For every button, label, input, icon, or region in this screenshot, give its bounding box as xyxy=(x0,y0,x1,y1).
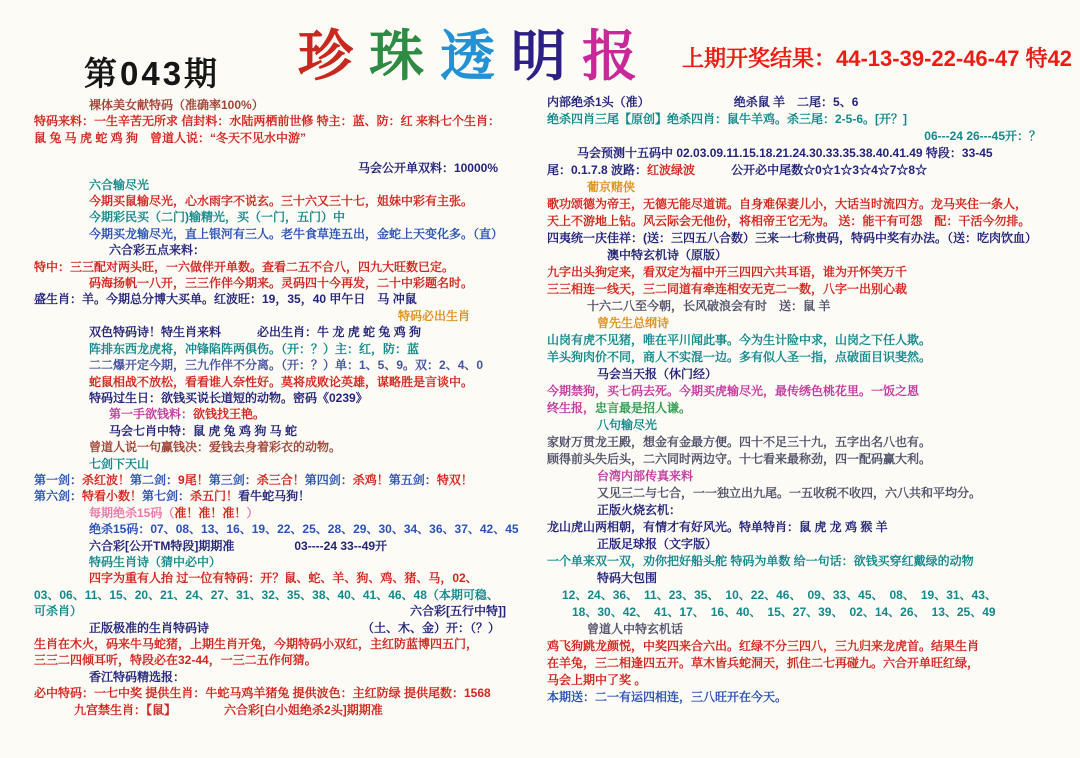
text-segment: 特码大包围 xyxy=(597,571,658,585)
text-line xyxy=(34,554,506,570)
text-segment: 鸡飞狗跳龙颜悦，中奖四来合六出。红绿不分三四八，三九归来龙虎首。结果生肖 xyxy=(547,639,980,653)
text-line xyxy=(547,145,1053,162)
text-line xyxy=(34,570,506,586)
text-line xyxy=(34,242,506,258)
text-segment: 四字为重有人抬 过一位有特码：开？鼠、蛇、羊、狗、鸡、猪、马，02、 xyxy=(89,571,478,586)
text-segment: 特双！ xyxy=(436,472,473,487)
text-line xyxy=(547,655,1053,672)
text-line xyxy=(547,468,1053,485)
text-line xyxy=(34,521,519,537)
text-segment: 报 xyxy=(582,26,638,87)
text-segment: 六合彩[五行中特]] xyxy=(410,604,506,619)
text-segment: 第五剑： xyxy=(388,472,437,487)
text-segment: 今期彩民买（二门)输精光，买（一门，五门）中 xyxy=(89,210,345,225)
text-segment: 天上不游地上钻。风云际会无他份，将相帝王它无为。 送：能干有可怨 配：干活今勿排。 xyxy=(547,214,1031,228)
text-segment: 顾得前头失后头，二六同时两边守。十七看来最称劲，四一配码赢大利。 xyxy=(547,452,932,466)
text-segment: 马会七肖中特：鼠 虎 兔 鸡 狗 马 蛇 xyxy=(109,423,298,438)
text-segment: 欲钱找王艳。 xyxy=(193,407,266,422)
text-segment: 九宫禁生肖：【鼠】 xyxy=(74,702,177,717)
text-segment: 可杀肖） xyxy=(34,604,83,619)
report-title xyxy=(290,22,645,92)
text-line xyxy=(547,689,1053,706)
text-segment xyxy=(234,538,294,554)
text-segment: 二二爆开定今期，三九作伴不分离。（开：？）单：1、5、9。双：2、4、0 xyxy=(89,358,484,373)
text-line xyxy=(547,162,1053,179)
text-line xyxy=(547,451,1053,468)
text-segment: 特码来料：一生辛苦无所求 信封料：水陆两栖前世修 特主：蓝、防：红 来料七个生肖： xyxy=(34,114,501,129)
text-segment: 八句输尽光 xyxy=(597,418,658,432)
text-segment: 蛇鼠相战不放松，看看谁人奈性好。莫将成败论英雄，谋略胜是言谈中。 xyxy=(89,374,474,389)
text-segment xyxy=(650,94,734,111)
text-segment: 第三剑： xyxy=(208,472,257,487)
text-segment: 生肖在木火，码来牛马蛇猪，上期生肖开兔，今期特码小双红，主红防蓝博四五门， xyxy=(34,637,479,651)
text-segment: 山岗有虎不见猪，唯在平川闻此事。今为生计险中求，山岗之下任人欺。 xyxy=(547,333,932,347)
text-segment: 阵排东西龙虎将，冲锋陷阵两俱伤。（开：？）主：红，防：蓝 xyxy=(89,341,420,356)
text-line xyxy=(34,620,506,636)
text-line xyxy=(547,213,1053,230)
text-segment: 杀鸡！ xyxy=(352,472,389,487)
text-segment: 绝杀鼠 羊 二尾：5、6 xyxy=(733,95,859,109)
text-line xyxy=(547,400,1053,417)
text-segment: 葡京赌侠 xyxy=(587,180,636,194)
text-line xyxy=(547,111,1053,128)
text-segment: 透 xyxy=(440,26,496,87)
text-segment: 必出生肖：牛 龙 虎 蛇 兔 鸡 狗 xyxy=(257,325,422,340)
text-segment: 9尾！ xyxy=(178,472,209,487)
text-line xyxy=(34,291,506,307)
text-segment: 马会公开单双料：10000% xyxy=(357,161,498,176)
text-line xyxy=(547,638,1053,655)
text-segment: 今期买龙输尽光，直上银河有三人。老牛食草连五出，金蛇上天变化多。（直） xyxy=(89,226,504,241)
text-line xyxy=(34,226,506,242)
text-segment: 台湾内部传真来料 xyxy=(597,469,694,483)
text-segment: 九字出头狗定来，看双定为福中开三四四六共耳语，谁为开怀笑万千 xyxy=(547,265,908,279)
text-segment: 家财万贯龙王殿，想金有金最方便。四十不足三十九，五字出名八也有。 xyxy=(547,435,932,449)
text-segment: 特码过生日：欲钱买说长道短的动物。密码《0239》 xyxy=(89,390,368,405)
text-segment: 马会预测十五码中 02.03.09.11.15.18.21.24.30.33.35.38.40.41.49 特段：33-45 xyxy=(577,146,993,160)
text-segment: 正版火烧玄机： xyxy=(597,503,682,517)
text-line xyxy=(34,439,506,455)
text-line xyxy=(34,685,506,701)
text-segment: 裸体美女献特码（准确率100%） xyxy=(89,98,264,112)
text-line xyxy=(34,423,506,439)
text-segment: 尾：0.1.7.8 波路： xyxy=(547,163,648,177)
text-line xyxy=(34,160,506,176)
text-segment: 18、30、42、 41、17、 16、40、 15、27、39、 02、14、26、 13、25、49 xyxy=(572,605,996,619)
text-segment: 曾道人中特玄机话 xyxy=(587,622,684,636)
text-segment: 七剑下天山 xyxy=(89,456,150,471)
text-line xyxy=(547,264,1053,281)
text-line xyxy=(34,456,506,472)
text-segment: 内部绝杀1头（准） xyxy=(547,95,650,109)
right-column xyxy=(547,94,1053,706)
text-segment: 一个单来双一双，劝你把好船头舵 特码为单数 给一句话：欲钱买穿红戴绿的动物 xyxy=(547,554,974,568)
text-segment: 红波绿波 xyxy=(647,163,696,177)
issue-number: 第043期 xyxy=(84,55,221,92)
text-line xyxy=(547,434,1053,451)
text-segment: 三三相连一线天，三二同道有牵连相安无克二一数，八字一出别心裁 xyxy=(547,282,908,296)
text-segment: 第一剑： xyxy=(34,472,83,487)
text-segment: 码海扬帆一八开，三三作伴今期来。灵码四十今再发，二十中彩题名时。 xyxy=(89,276,474,291)
text-segment: 绝杀15码：07、08、13、16、19、22、25、28、29、30、34、36、37、42、45 xyxy=(89,522,519,537)
text-line xyxy=(34,341,506,357)
text-segment: 六合彩[公开TM特段]期期准 xyxy=(89,538,235,553)
text-line xyxy=(34,652,506,668)
text-line xyxy=(34,308,506,324)
text-line xyxy=(547,281,1053,298)
text-line xyxy=(34,472,506,488)
text-segment: 在羊兔，三二相逢四五开。草木皆兵蛇洞天，抓住二七再碰九。六合开单旺红绿， xyxy=(547,656,980,670)
text-line xyxy=(547,315,1053,332)
text-segment: 今期买鼠输尽光，心水雨字不说玄。三十六又三十七，姐妹中彩有主张。 xyxy=(89,194,474,209)
text-segment: 特码生肖诗（猜中必中） xyxy=(89,554,222,569)
text-segment: 准！准！准！ xyxy=(174,505,247,520)
text-line xyxy=(34,130,506,146)
text-line xyxy=(547,536,1053,553)
text-segment: 第四剑： xyxy=(304,472,353,487)
text-segment: 每期绝杀15码（ xyxy=(89,505,175,520)
text-line xyxy=(34,275,506,291)
last-draw-result: 上期开奖结果：44-13-39-22-46-47 特42 xyxy=(682,46,1073,71)
text-segment: 忠言最是招人谦。 xyxy=(595,401,692,415)
text-line xyxy=(34,390,506,406)
text-line xyxy=(34,488,506,504)
text-line xyxy=(547,196,1053,213)
text-line xyxy=(547,247,1053,264)
text-segment: 03、06、11、15、20、21、24、27、31、32、35、38、40、41、46、48（本期可稳、 xyxy=(34,587,499,602)
text-segment: 鼠 兔 马 虎 蛇 鸡 狗 曾道人说：“冬天不见水中游” xyxy=(34,130,307,145)
text-line xyxy=(547,570,1053,587)
text-segment: 曾道人说一句赢钱决：爱钱去身着彩衣的动物。 xyxy=(89,440,342,455)
text-line xyxy=(547,672,1053,689)
text-segment: 公开必中尾数☆0☆1☆3☆4☆7☆8☆ xyxy=(695,163,928,177)
text-segment: 珍 xyxy=(298,26,354,87)
text-line xyxy=(34,357,506,373)
text-segment: 正版足球报（文字版） xyxy=(597,537,718,551)
text-line xyxy=(547,349,1053,366)
text-segment: 四夷统一庆佳祥：(送：三四五八合数）三来一七称贵码，特码中奖有办法。（送：吃肉饮血） xyxy=(547,231,1037,245)
text-line xyxy=(34,587,506,603)
text-line xyxy=(34,603,506,619)
text-segment: 12、24、36、 11、23、35、 10、22、46、 09、33、45、 08、 19、31、43、 xyxy=(562,588,997,602)
text-segment: 珠 xyxy=(369,26,425,87)
text-segment: 马会当天报（休门经） xyxy=(597,367,718,381)
text-segment: 歌功颂德为帝王，无德无能尽道谎。自身难保妻儿小，大话当时流四方。龙马夹住一条人， xyxy=(547,197,1028,211)
text-segment: 特看小数！ xyxy=(82,489,143,504)
text-line xyxy=(34,113,506,129)
text-line xyxy=(547,128,1053,145)
text-line xyxy=(547,230,1053,247)
text-segment: 杀红波！ xyxy=(82,472,131,487)
text-line xyxy=(547,417,1053,434)
text-line xyxy=(34,209,506,225)
text-segment: 看牛蛇马狗！ xyxy=(238,489,311,504)
text-line xyxy=(34,324,506,340)
text-segment: 六合彩[白小姐绝杀2头]期期准 xyxy=(224,702,383,717)
text-segment: 澳中特玄机诗（原版） xyxy=(607,248,728,262)
text-segment: 杀三合！ xyxy=(256,472,305,487)
text-line xyxy=(547,502,1053,519)
text-line xyxy=(34,538,506,554)
text-line xyxy=(34,259,506,275)
text-segment: 第一手欲钱料： xyxy=(109,407,194,422)
text-line xyxy=(34,97,506,113)
text-line xyxy=(547,553,1053,570)
text-line xyxy=(547,383,1053,400)
text-segment xyxy=(221,324,257,340)
text-segment: （土、木、金）开：（？） xyxy=(361,620,506,635)
text-segment: 羊头狗肉价不同，商人不实混一边。多有似人圣一指，点破面目识斐然。 xyxy=(547,350,932,364)
text-line xyxy=(34,636,506,652)
text-line xyxy=(547,621,1053,638)
text-line xyxy=(547,94,1053,111)
text-segment: 第七剑： xyxy=(142,489,191,504)
text-segment: 特中：三三配对两头旺，一六做伴开单数。查看二五不合八，四九大旺数已定。 xyxy=(34,259,455,274)
text-segment: 06---24 26---45开：？ xyxy=(924,129,1041,143)
text-segment xyxy=(176,702,224,718)
text-line xyxy=(547,519,1053,536)
text-line xyxy=(290,22,645,92)
text-segment: 十六二八至今朝，长风破浪会有时 送：鼠 羊 xyxy=(587,299,831,313)
text-segment: 双色特码诗！特生肖来料 xyxy=(89,325,222,340)
text-segment: 本期送：二一有运四相连，三八旺开在今天。 xyxy=(547,690,788,704)
text-segment: 第二剑： xyxy=(130,472,179,487)
text-line xyxy=(34,505,506,521)
text-segment: 香江特码精选报： xyxy=(89,669,186,684)
text-segment: 03----24 33--49开 xyxy=(294,538,388,553)
text-segment: 正版极准的生肖特码诗 xyxy=(89,620,210,635)
text-line xyxy=(547,298,1053,315)
text-segment: 龙山虎山两相朝，有情才有好风光。特单特肖：鼠 虎 龙 鸡 猴 羊 xyxy=(547,520,888,534)
text-segment: 曾先生总纲诗 xyxy=(597,316,670,330)
text-line xyxy=(34,177,506,193)
text-segment: 今期禁狗，买七码去死。今期买虎输尽光，最传绣色桃花里。一饭之恩 xyxy=(547,384,920,398)
text-segment: 六合彩五点来料： xyxy=(109,243,206,258)
text-segment: 又见三二与七合，一一独立出九尾。一五收税不收四，六八共和平均分。 xyxy=(597,486,982,500)
text-line xyxy=(547,332,1053,349)
text-line xyxy=(547,179,1053,196)
text-line xyxy=(34,374,506,390)
text-segment: 杀五门！ xyxy=(190,489,239,504)
text-segment: 盛生肖：羊。今期总分博大买单。红波旺：19，35，40 甲午日 马 冲鼠 xyxy=(34,292,417,307)
text-segment: ） xyxy=(246,505,259,520)
text-segment: 明 xyxy=(511,26,567,87)
text-segment: 终生报， xyxy=(547,401,596,415)
text-line xyxy=(34,406,506,422)
text-line xyxy=(547,366,1053,383)
text-line xyxy=(34,669,506,685)
left-column xyxy=(34,97,519,718)
text-segment: 三三二四倾耳听，特段必在32-44，一三二五作何猜。 xyxy=(34,653,317,668)
text-segment: 六合输尽光 xyxy=(89,177,150,192)
text-segment: 必中特码：一七中奖 提供生肖：牛蛇马鸡羊猪兔 提供波色：主红防绿 提供尾数：1568 xyxy=(34,686,491,701)
text-line xyxy=(547,587,1053,604)
text-segment: 特码必出生肖 xyxy=(397,308,470,323)
text-line xyxy=(547,485,1053,502)
text-segment: 马会上期中了奖 。 xyxy=(547,673,647,687)
text-line xyxy=(34,702,506,718)
text-line xyxy=(34,193,506,209)
text-segment: 绝杀四肖三尾【原创】绝杀四肖：鼠牛羊鸡。杀三尾：2-5-6。[开？] xyxy=(547,112,908,126)
text-segment: 第六剑： xyxy=(34,489,83,504)
text-line xyxy=(547,604,1053,621)
